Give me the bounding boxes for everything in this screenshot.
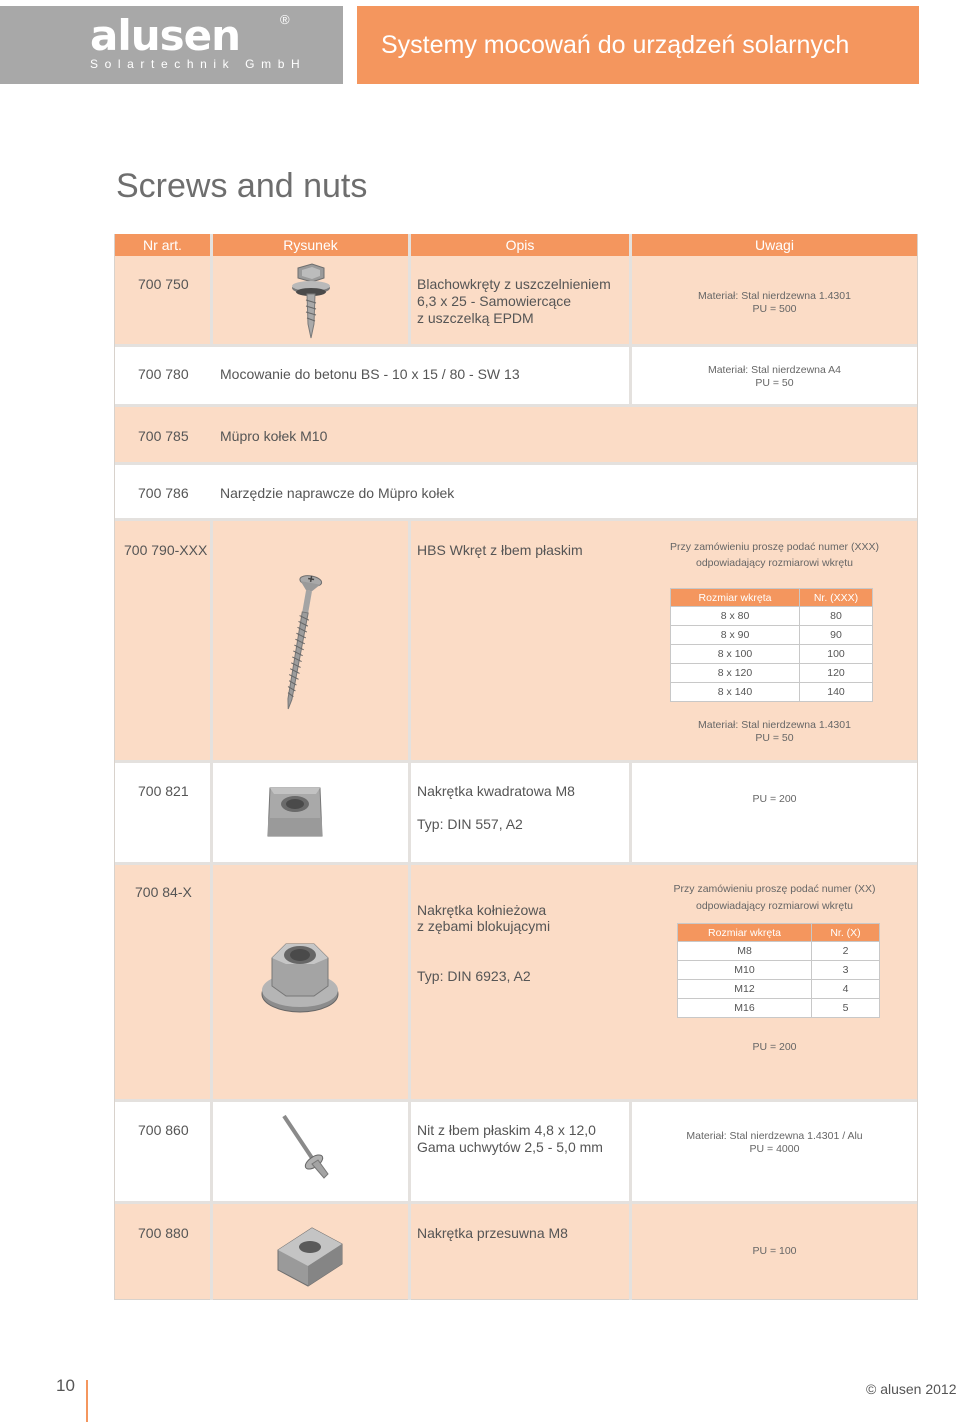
description-line: Typ: DIN 6923, A2: [417, 968, 531, 984]
col-divider: [408, 234, 411, 344]
size-cell: 8 x 100: [671, 645, 800, 664]
size-cell: 8 x 90: [671, 626, 800, 645]
size-table-header: Rozmiar wkręta: [678, 924, 812, 942]
page-number: 10: [56, 1376, 75, 1395]
number-cell: 3: [812, 961, 880, 980]
size-cell: M8: [678, 942, 812, 961]
number-cell: 5: [812, 999, 880, 1018]
material-note: Materiał: Stal nierdzewna A4: [707, 364, 842, 376]
row-divider: [115, 862, 917, 865]
number-cell: 90: [800, 626, 873, 645]
description-line: Narzędzie naprawcze do Müpro kołek: [220, 485, 455, 501]
pu-note: PU = 50: [755, 732, 794, 744]
description-line: z zębami blokującymi: [417, 918, 551, 934]
number-cell: 2: [812, 942, 880, 961]
size-table-header: Nr. (XXX): [800, 589, 873, 607]
article-number: 700 786: [138, 485, 189, 501]
row-divider: [115, 760, 917, 763]
flange-nut-image: [258, 938, 342, 1018]
description-line: Müpro kołek M10: [220, 428, 328, 444]
row-divider: [115, 404, 917, 407]
hbs-screw-image: [270, 572, 330, 714]
number-cell: 80: [800, 607, 873, 626]
header-uwagi: Uwagi: [632, 234, 917, 256]
description-line: Nakrętka kwadratowa M8: [417, 783, 575, 799]
row-divider: [115, 1201, 917, 1204]
size-cell: M12: [678, 980, 812, 999]
order-note: Przy zamówieniu proszę podać numer (XX): [673, 883, 876, 895]
col-divider: [210, 521, 213, 1300]
size-table-header: Nr. (X): [812, 924, 880, 942]
number-cell: 100: [800, 645, 873, 664]
page-title: Screws and nuts: [116, 167, 368, 205]
description-line: 6,3 x 25 - Samowiercące: [417, 293, 572, 309]
size-table-header: Rozmiar wkręta: [671, 589, 800, 607]
article-number: 700 821: [138, 783, 189, 799]
material-note: Materiał: Stal nierdzewna 1.4301: [698, 719, 851, 731]
header-opis: Opis: [411, 234, 629, 256]
footer-copyright: © alusen 2012: [866, 1381, 957, 1397]
description-line: z uszczelką EPDM: [417, 310, 534, 326]
row-divider: [115, 1099, 917, 1102]
size-cell: 8 x 120: [671, 664, 800, 683]
header-title: Systemy mocowań do urządzeń solarnych: [381, 31, 850, 59]
article-number: 700 84-X: [135, 884, 192, 900]
pu-note: PU = 100: [752, 1245, 797, 1257]
size-cell: 8 x 140: [671, 683, 800, 702]
article-number: 700 790-XXX: [124, 542, 208, 558]
pu-note: PU = 4000: [749, 1143, 800, 1155]
size-cell: M16: [678, 999, 812, 1018]
size-table: [677, 923, 880, 1018]
article-number: 700 780: [138, 366, 189, 382]
description-line: Typ: DIN 557, A2: [417, 816, 523, 832]
table-row: [115, 763, 917, 862]
description-line: Nakrętka kołnieżowa: [417, 902, 547, 918]
article-number: 700 785: [138, 428, 189, 444]
order-note: odpowiadający rozmiarowi wkrętu: [696, 900, 853, 912]
pu-note: PU = 50: [755, 377, 794, 389]
number-cell: 4: [812, 980, 880, 999]
square-nut-image: [264, 784, 328, 840]
col-divider: [210, 234, 213, 344]
article-number: 700 880: [138, 1225, 189, 1241]
logo-subtitle: Solartechnik GmbH: [90, 57, 307, 71]
row-divider: [115, 462, 917, 465]
number-cell: 120: [800, 664, 873, 683]
description-line: Nakrętka przesuwna M8: [417, 1225, 568, 1241]
description-line: Blachowkręty z uszczelnieniem: [417, 276, 611, 292]
logo: alusen: [90, 11, 241, 60]
size-cell: 8 x 80: [671, 607, 800, 626]
self-drilling-screw-image: [282, 262, 342, 340]
order-note: odpowiadający rozmiarowi wkrętu: [696, 557, 853, 569]
registered-mark: ®: [280, 12, 290, 27]
row-divider: [115, 518, 917, 521]
number-cell: 140: [800, 683, 873, 702]
material-note: Materiał: Stal nierdzewna 1.4301 / Alu: [686, 1130, 863, 1142]
row-divider: [115, 344, 917, 347]
article-number: 700 860: [138, 1122, 189, 1138]
blind-rivet-image: [276, 1112, 336, 1182]
col-divider: [629, 763, 632, 862]
material-note: Materiał: Stal nierdzewna 1.4301: [698, 290, 851, 302]
pu-note: PU = 500: [752, 303, 797, 315]
description-line: HBS Wkręt z łbem płaskim: [417, 542, 583, 558]
order-note: Przy zamówieniu proszę podać numer (XXX): [670, 541, 879, 553]
description-line: Nit z łbem płaskim 4,8 x 12,0: [417, 1122, 596, 1138]
header-rysunek: Rysunek: [213, 234, 408, 256]
pu-note: PU = 200: [752, 793, 797, 805]
size-cell: M10: [678, 961, 812, 980]
col-divider: [408, 521, 411, 1300]
description-line: Gama uchwytów 2,5 - 5,0 mm: [417, 1139, 603, 1155]
header-nr-art: Nr art.: [115, 234, 210, 256]
article-number: 700 750: [138, 276, 189, 292]
pu-note: PU = 200: [752, 1041, 797, 1053]
size-table: [670, 588, 873, 702]
page-accent-bar: [86, 1380, 88, 1422]
sliding-nut-image: [270, 1218, 350, 1294]
description-line: Mocowanie do betonu BS - 10 x 15 / 80 - SW 13: [220, 366, 520, 382]
